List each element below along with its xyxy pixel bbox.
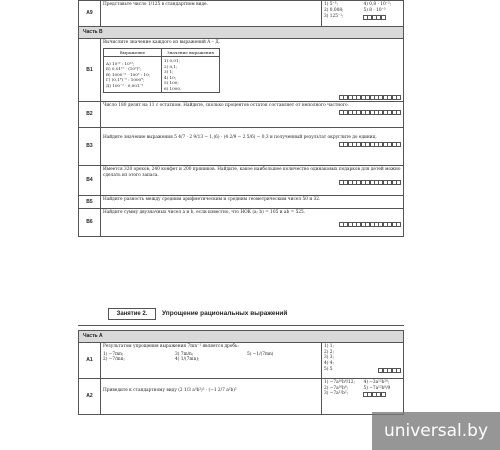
answer-boxes[interactable]: [103, 180, 401, 185]
task-question: [101, 1, 322, 27]
expression-item: Д) 100⁻² · 0,001⁻²: [106, 82, 144, 88]
answer-boxes[interactable]: [364, 15, 402, 20]
answer-cell: [322, 342, 404, 378]
answer-option: 1) −7a¹⁰b⁸/12;: [324, 379, 355, 385]
answer-option: 2) −7a¹⁰b⁸;: [324, 385, 349, 391]
answer-option: 5) −7a¹²b⁸/9: [363, 385, 391, 391]
task-number: B2: [79, 102, 101, 128]
column-header-value: Значение выражения: [162, 48, 220, 57]
task-row-a1: [79, 342, 404, 378]
part-label: Часть В: [79, 27, 404, 39]
answer-cell: [322, 378, 404, 414]
task-question: [101, 209, 404, 237]
question-text: Найдите разность между средним арифметическим и средним геометрическим чисел 50 и 32.: [103, 197, 321, 203]
part-a-header: [79, 331, 404, 343]
option-item: 1) −7mn;: [103, 351, 124, 357]
value-item: 6) 1000.: [164, 85, 182, 91]
question-text: Приведите к стандартному виду (2 1/3 a³b²)³ · (−1 2/7 a²b)²: [103, 387, 237, 393]
task-number: B5: [79, 196, 101, 209]
bottom-section: [78, 330, 404, 415]
answer-option: 3) 125⁻¹;: [324, 13, 344, 19]
option-item: 2) −7/mn;: [103, 357, 125, 363]
task-row-b2: [79, 102, 404, 128]
divider: [78, 325, 404, 326]
answer-boxes[interactable]: [103, 110, 401, 115]
answer-option: 4) 4;: [324, 361, 334, 367]
answer-option: 3) −7a¹²b²;: [324, 391, 349, 397]
task-question: [101, 378, 322, 414]
answer-option: 2) 2;: [324, 349, 334, 355]
value-item: 1) 0,01;: [164, 58, 180, 64]
watermark: universal.by: [372, 412, 500, 450]
answer-boxes[interactable]: [379, 368, 401, 373]
answer-option: 5) 8 · 10⁻³: [363, 7, 386, 13]
part-b-header: [79, 27, 404, 39]
question-text: Найдите сумму двузначных чисел a и b, если известно, что НОК (a; b) = 105 и ab = 525.: [103, 210, 306, 216]
expression-item: Г) (0,1⁴)⁻³ : 1000⁴;: [106, 77, 145, 83]
task-number: A2: [79, 378, 101, 414]
expression-item: Б) 0,01¹⁰ · (10²)⁹;: [106, 66, 142, 72]
answer-option: 3) 3;: [324, 355, 334, 361]
question-text: Вычислите значение каждого из выражений А – Д.: [103, 39, 221, 45]
task-question: [101, 128, 404, 166]
option-item: 3) 7m/n;: [175, 351, 194, 357]
option-item: 5) −1/(7mn): [247, 351, 274, 357]
answer-option: 5) 5: [324, 366, 333, 372]
answer-boxes[interactable]: [103, 95, 401, 100]
top-task-table: [78, 0, 404, 237]
lesson-heading: [78, 305, 404, 323]
answer-boxes[interactable]: [364, 392, 402, 397]
part-label: Часть А: [79, 331, 404, 343]
value-item: 3) 1;: [164, 69, 174, 75]
answer-cell: [322, 1, 404, 27]
task-row-b5: [79, 196, 404, 209]
question-text: Имеется 320 орехов, 240 конфет и 200 пряников. Найдите, какое наибольшее количество одинаковых подарков для детей можно сделать из этого запаса.: [103, 167, 401, 178]
lesson-number: Занятие 2.: [108, 308, 156, 320]
answer-option: 4) −3a¹²b²⁸;: [363, 379, 390, 385]
task-question: [101, 196, 404, 209]
value-item: 5) 100;: [164, 80, 179, 86]
task-number: A1: [79, 342, 101, 378]
task-row-b6: [79, 209, 404, 237]
column-header-expression: Выражение: [104, 48, 162, 57]
lesson-title: Упрощение рациональных выражений: [162, 310, 288, 317]
answer-option: 4) 0,8 · 10⁻²;: [363, 2, 392, 7]
option-item: 4) 1/(7mn);: [175, 357, 200, 363]
question-text: Найдите значение выражения 5 4/7 · 2 9/13 − 1,(6) · (4 2/9 − 2 5/6) − 0,3 и полученный результат округлите до единиц.: [103, 135, 377, 141]
task-number: A9: [79, 1, 101, 27]
task-number: B6: [79, 209, 101, 237]
task-question: [101, 38, 404, 101]
task-row-b1: [79, 38, 404, 101]
task-question: [101, 166, 404, 196]
answer-option: 1) 1;: [324, 343, 334, 349]
task-row-b4: [79, 166, 404, 196]
expression-item: В) 1000⁻² · 100³ : 10;: [106, 71, 151, 77]
task-row-a9: [79, 1, 404, 27]
task-number: B4: [79, 166, 101, 196]
question-text: Число 180 делят на 11 с остатком. Найдите, сколько процентов остаток составляет от неполного частного.: [103, 103, 349, 109]
answer-option: 1) 5⁻³;: [324, 2, 338, 7]
question-text: Представьте число 1/125 в стандартном виде.: [103, 2, 208, 7]
question-text: Результатом упрощения выражения 7mn⁻¹ является дробь:: [103, 343, 239, 349]
task-row-b3: [79, 128, 404, 166]
matching-table: [103, 48, 220, 94]
task-question: [101, 102, 404, 128]
bottom-task-table: [78, 330, 404, 415]
task-number: B1: [79, 38, 101, 101]
answer-boxes[interactable]: [103, 222, 401, 227]
answer-boxes[interactable]: [103, 142, 401, 147]
task-number: B3: [79, 128, 101, 166]
expression-item: А) 10¹² : 10¹⁵;: [106, 60, 135, 66]
value-item: 4) 10;: [164, 74, 177, 80]
task-question: [101, 342, 322, 378]
value-item: 2) 0,1;: [164, 63, 178, 69]
task-row-a2: [79, 378, 404, 414]
answer-option: 2) 0,008;: [324, 7, 344, 13]
